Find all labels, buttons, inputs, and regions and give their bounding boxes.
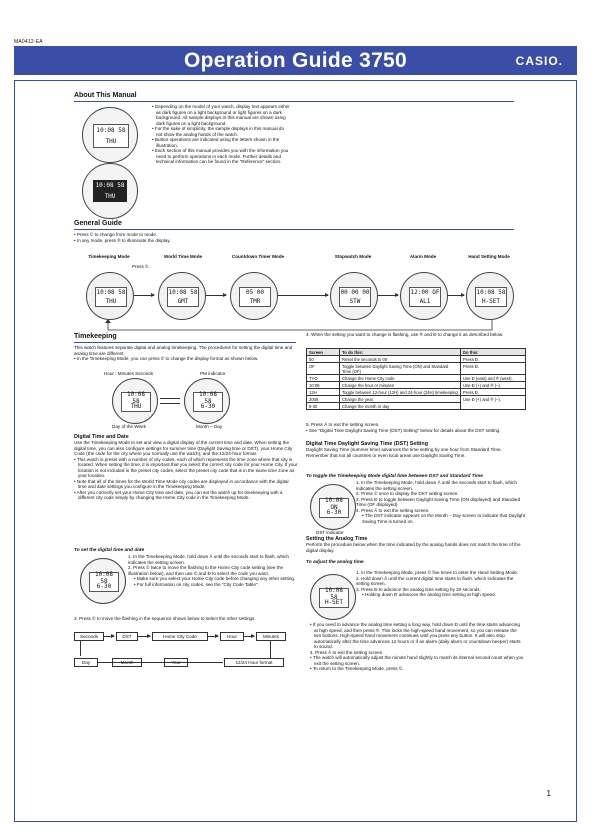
mode-display-line: 12:00 OF xyxy=(410,288,440,296)
table-cell: Press Ð. xyxy=(461,389,526,396)
flow-home-city: Home City Code xyxy=(152,632,208,641)
flow-arrow xyxy=(137,636,150,637)
toggle-dst-heading: To toggle the Timekeeping Mode digital time between DST and Standard Time xyxy=(306,474,483,479)
table-cell: 50 xyxy=(307,356,340,363)
toggle-step: 1. In the Timekeeping Mode, hold down Ä until the seconds start to flash, which indicates the setting screen. xyxy=(356,480,517,491)
watch-alarm xyxy=(400,272,448,320)
section-rule xyxy=(74,101,514,102)
watch-display xyxy=(93,180,128,202)
about-bullet: • For the sake of simplicity, the sample displays in this manual do not show the analog hands of the watch. xyxy=(152,126,284,137)
analog-heading: Setting the Analog Time xyxy=(306,536,368,542)
flow-hour: Hour xyxy=(220,632,244,641)
table-cell: Change the month or day xyxy=(340,403,461,410)
about-section xyxy=(74,92,514,102)
digital-bullet: • After you correctly set your Home City time and date, you can set the watch up for timekeeping with a different city code simply by changing the Home City code in the Timekeeping Mode. xyxy=(74,489,283,500)
mode-label-timekeeping: Timekeeping Mode xyxy=(88,254,130,259)
general-section xyxy=(74,220,514,243)
fig-display-line: 6-30 xyxy=(200,402,216,410)
toggle-step: 3. Press Ð to toggle between Daylight Saving Time (ON displayed) and Standard Time (OF displayed). xyxy=(356,496,521,507)
dst-display-line: 6-30 xyxy=(326,508,342,516)
about-text xyxy=(152,104,290,165)
display-time: 10:08 58 xyxy=(96,127,126,135)
timekeeping-intro-block xyxy=(74,345,296,362)
dst-indicator-label: DST indicator xyxy=(316,530,344,535)
table-cell: Toggle between Daylight Saving Time (ON) and Standard Time (OF) xyxy=(340,363,461,375)
step-4: 4. When the setting you want to change is flashing, use ® and Ð to change it as described below. xyxy=(306,332,504,337)
set-step-3: 3. Press © to move the flashing in the sequence shown below to select the other settings. xyxy=(74,616,256,621)
dst-watch xyxy=(310,484,356,530)
fig-label-day-of-week: Day of the Week xyxy=(112,424,146,429)
timekeeping-bullet: • In the Timekeeping Mode, you can press © to change the display format as shown below. xyxy=(74,356,259,361)
table-header: To do this: xyxy=(340,349,461,356)
adjust-step: 3. Press Ð to advance the analog time setting by 20 seconds. xyxy=(356,586,481,592)
mode-label-hand-setting: Hand Setting Mode xyxy=(468,254,510,259)
table-row xyxy=(307,396,526,403)
mode-display-line: 10:08 58 xyxy=(168,288,198,296)
adjust-notes xyxy=(310,622,524,672)
dst-block xyxy=(306,441,524,458)
flow-connector xyxy=(97,662,223,663)
page-title: Operation Guide 3750 xyxy=(183,49,408,72)
fig-display-line: 10:08 58 xyxy=(126,390,146,405)
flow-day: Day xyxy=(74,658,98,667)
general-heading: General Guide xyxy=(74,220,122,227)
mode-arrow xyxy=(206,295,226,296)
table-cell: 6-30 xyxy=(307,403,340,410)
section-rule xyxy=(74,229,514,230)
set-time-watch xyxy=(80,558,126,604)
watch-timekeeping xyxy=(86,272,134,320)
mode-display-line: 00 00 00 xyxy=(340,288,370,296)
table-cell: 12H xyxy=(307,389,340,396)
table-cell: Use Ð (+) and ® (–). xyxy=(461,396,526,410)
timekeeping-intro: This watch features separate digital and analog timekeeping. The procedures for setting the digital time and analog time are different. xyxy=(74,345,293,356)
mode-display-line: AL1 xyxy=(419,298,431,306)
toggle-step: 2. Press © once to display the DST setting screen. xyxy=(356,491,459,496)
mode-label-countdown: Countdown Timer Mode xyxy=(231,254,285,259)
fig-display-line: THU xyxy=(130,402,142,410)
adjust-display-line: H-SET xyxy=(324,598,344,606)
watch-countdown xyxy=(230,272,278,320)
setting-sequence-diagram xyxy=(74,630,314,670)
adjust-steps xyxy=(356,570,526,598)
table-cell: Press Ð. xyxy=(461,363,526,375)
watch-hand-setting xyxy=(466,272,514,320)
table-cell: Change the hour or minutes xyxy=(340,382,461,389)
table-cell: Press Ð. xyxy=(461,356,526,363)
settings-table-wrapper xyxy=(306,348,526,410)
flow-arrow xyxy=(243,636,254,637)
table-cell: Use Ð (+) and ® (–). xyxy=(461,382,526,389)
flow-dst: DST xyxy=(116,632,138,641)
mode-label-alarm: Alarm Mode xyxy=(409,254,437,259)
digital-bullet: • Note that all of the times for the World Time Mode city codes are displayed in accordance with the digital time and date settings you configure in the Timekeeping Mode. xyxy=(74,478,289,489)
dst-text: Daylight Saving Time (summer time) advances the time setting by one hour from Standard Time. Remember that not all countries or even local areas use Daylight Saving Time. xyxy=(306,447,502,458)
mode-label-world-time: World Time Mode xyxy=(163,254,203,259)
flow-arrow xyxy=(207,636,218,637)
mode-display-line: THU xyxy=(105,298,117,306)
adjust-watch xyxy=(310,574,356,620)
section-rule xyxy=(74,342,296,343)
adjust-analog-heading: To adjust the analog time xyxy=(306,560,364,565)
toggle-dst-steps xyxy=(356,480,526,524)
adjust-bullet: • If you need to advance the analog time setting a long way, hold down Ð until the time starts advancing at high speed, and then press ®. This locks the high-speed hand movement, so you can release the two buttons. High-speed hand movement continues until you press any button. It will also stop automatically after the time advances 12 hours or if an alarm (daily alarm or countdown beeper) starts to sound. xyxy=(310,622,521,649)
digital-time-block xyxy=(74,434,298,501)
table-cell: OF xyxy=(307,363,340,375)
display-time: 10:08 58 xyxy=(95,182,125,190)
set-time-heading: To set the digital time and date xyxy=(74,548,145,553)
mode-display-line: 05 00 xyxy=(245,288,265,296)
mode-arrow xyxy=(134,295,154,296)
set-step: 2. Press © twice to move the flashing to the Home City code setting (see the illustration below), and then use © and Ð to select the code you want. xyxy=(128,565,284,576)
final-bullet: • The watch will automatically adjust the minute hand slightly to match its internal second count when you exit the setting screen. xyxy=(310,655,524,666)
adjust-step: 1. In the Timekeeping Mode, press © five times to enter the Hand Setting Mode. xyxy=(356,570,519,575)
about-bullet: • Button operations are indicated using the letters shown in the illustration. xyxy=(152,137,280,148)
fig-display-line: 10:08 58 xyxy=(198,390,218,405)
table-cell: 2005 xyxy=(307,396,340,403)
watch-world-time xyxy=(158,272,206,320)
flow-seconds: Seconds xyxy=(74,632,104,641)
set-display-line: 6-30 xyxy=(96,582,112,590)
about-watch-illustration-2 xyxy=(82,163,138,219)
table-header: Screen xyxy=(307,349,340,356)
digital-time-paragraph: Use the Timekeeping Mode to set and view a digital display of the current time and date. When setting the digital time, you can also configure settings for summer time (Daylight Saving time or DST), your Home City Code (the code for the city where you normally use the watch), and the 12/24-hour format. xyxy=(74,440,293,456)
table-row xyxy=(307,382,526,389)
flow-arrow xyxy=(103,636,114,637)
about-bullet: • Each section of this manual provides you with the information you need to perform operations in each mode. Further details and technical information can be found in the "Reference" section. xyxy=(152,148,289,164)
table-row xyxy=(307,363,526,375)
dst-heading: Digital Time Daylight Saving Time (DST) Setting xyxy=(306,441,429,447)
set-step: 1. In the Timekeeping Mode, hold down Ä until the seconds start to flash, which indicates the setting screen. xyxy=(128,554,289,565)
about-watch-illustration-1 xyxy=(82,107,138,163)
mode-arrow xyxy=(278,295,328,296)
digital-bullet: • This watch is preset with a number of city codes, each of which represents the time zone where that city is located. When setting the time, it is important that you select the correct city code for your Home City. If your location is not included in the preset city codes, select the preset city code that is in the same time zone as your location. xyxy=(74,456,298,478)
mode-diagram xyxy=(74,254,514,338)
fig-label-pm-indicator: PM indicator xyxy=(200,371,226,376)
toggle-step: 4. Press Ä to exit the setting screen. xyxy=(356,507,430,513)
mode-display-line: H-SET xyxy=(481,298,501,306)
step-5-bullet: • See "Digital Time Daylight Saving Time (DST) Setting" below for details about the DST setting. xyxy=(306,427,501,433)
display-day: THU xyxy=(105,137,117,145)
table-row xyxy=(307,375,526,382)
watch-display xyxy=(93,124,130,148)
table-header-row xyxy=(307,349,526,356)
general-text: • Press © to change from mode to mode. • In any mode, press ® to illuminate the display. xyxy=(74,232,171,243)
adjust-display-line: 10:08 58 xyxy=(324,586,344,601)
about-heading: About This Manual xyxy=(74,92,137,99)
timekeeping-heading: Timekeeping xyxy=(74,333,117,340)
document-code: MA0412-EA xyxy=(14,39,43,45)
mode-arrow xyxy=(378,295,398,296)
flow-minutes: Minutes xyxy=(256,632,286,641)
flow-12-24: 12/24 Hour format xyxy=(224,658,284,667)
table-cell: Use Ð (east) and ® (west). xyxy=(461,375,526,382)
watch-stopwatch xyxy=(330,272,378,320)
mode-display-line: TMR xyxy=(249,298,261,306)
timekeeping-watch-date xyxy=(184,378,230,424)
title-banner xyxy=(14,46,577,75)
page-number: 1 xyxy=(546,789,551,798)
final-bullet: • To return to the Timekeeping Mode, press ©. xyxy=(310,666,404,671)
toggle-arrows xyxy=(160,398,180,404)
about-bullet: • Depending on the model of your watch, display text appears either as dark figures on a light background or light figures on a dark background. All sample displays in this manual are shown using dark figures on a light background. xyxy=(152,104,290,126)
adjust-step-4: 4. Press Ä to exit the setting screen. xyxy=(310,649,384,655)
fig-label-month-day: Month – Day xyxy=(196,424,223,429)
table-cell: TYO xyxy=(307,375,340,382)
mode-label-stopwatch: Stopwatch Mode xyxy=(334,254,372,259)
digital-time-heading: Digital Time and Date xyxy=(74,434,129,440)
set-step: • Make sure you select your Home City code before changing any other setting. xyxy=(134,576,296,581)
set-step: • For full information on city codes, see the "City Code Table". xyxy=(134,581,259,587)
mode-display-line: 10:08 58 xyxy=(476,288,506,296)
table-cell: Reset the seconds to 00 xyxy=(340,356,461,363)
flow-connector xyxy=(80,641,81,656)
analog-block xyxy=(306,536,524,553)
table-row xyxy=(307,356,526,363)
mode-display-line: STW xyxy=(349,298,361,306)
timekeeping-section xyxy=(74,333,296,362)
press-c-label: Press ©. xyxy=(132,264,150,269)
timekeeping-watch-day xyxy=(112,378,158,424)
display-day: THU xyxy=(104,192,116,200)
settings-table xyxy=(306,348,526,410)
adjust-step: • Holding down Ð advances the analog time setting at high speed. xyxy=(362,592,496,597)
table-header: Do this: xyxy=(461,349,526,356)
table-cell: Change the year xyxy=(340,396,461,403)
table-cell: Change the Home City code xyxy=(340,375,461,382)
toggle-step: • The DST indicator appears on the Month – Day screen to indicate that Daylight Saving Time is turned on. xyxy=(362,513,526,524)
table-row xyxy=(307,389,526,396)
mode-display-line: GMT xyxy=(177,298,189,306)
fig-label-hour-minutes: Hour : Minutes Seconds xyxy=(104,371,154,376)
brand-logo: CASIO. xyxy=(515,54,563,68)
mode-display-line: 10:08 58 xyxy=(96,288,126,296)
step-5: 5. Press Ä to exit the setting screen. xyxy=(306,422,380,427)
step-5-block xyxy=(306,422,524,433)
table-cell: 10:08 xyxy=(307,382,340,389)
analog-text: Perform the procedure below when the time indicated by the analog hands does not match the time of the digital display. xyxy=(306,542,521,553)
set-display-line: 10:08 58 xyxy=(94,570,114,585)
digital-time-text xyxy=(74,440,298,501)
adjust-step: 2. Hold down Ä until the current digital time starts to flash, which indicates the setting screen. xyxy=(356,575,514,586)
dst-display-line: 10:08 ON xyxy=(324,496,344,511)
mode-arrow xyxy=(448,295,464,296)
table-cell: Toggle between 12-hour (12H) and 24-hour (24H) timekeeping xyxy=(340,389,461,396)
set-time-steps xyxy=(128,554,296,587)
